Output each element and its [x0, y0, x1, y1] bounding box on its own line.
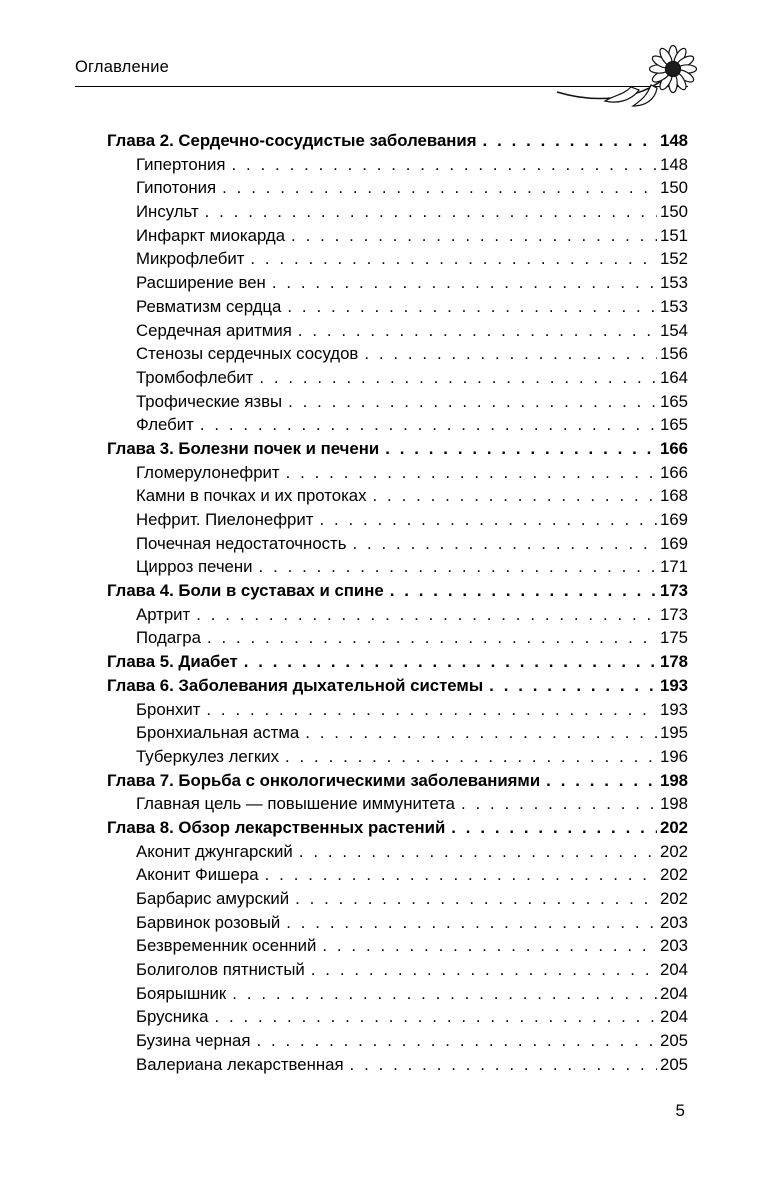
- toc-dot-leader: [259, 366, 657, 390]
- toc-entry: [75, 934, 688, 958]
- toc-entry: [75, 153, 688, 177]
- toc-entry-title: Брусника: [136, 1007, 209, 1027]
- toc-entry-title: Глава 8. Обзор лекарственных растений: [107, 817, 446, 837]
- toc-entry-page: 166: [660, 438, 688, 458]
- toc-entry-page: 202: [660, 889, 688, 908]
- toc-entry-page: 173: [660, 581, 688, 601]
- toc-entry-title: Флебит: [136, 415, 194, 435]
- toc-dot-leader: [311, 958, 657, 982]
- toc-entry: [75, 484, 688, 508]
- toc-dot-leader: [451, 816, 657, 840]
- toc-dot-leader: [256, 1029, 657, 1053]
- toc-entry-page: 178: [660, 652, 688, 672]
- toc-dot-leader: [287, 295, 657, 319]
- toc-entry-title: Туберкулез легких: [136, 746, 279, 766]
- toc-entry-page: 204: [660, 1007, 688, 1027]
- toc-entry-title: Безвременник осенний: [136, 936, 317, 956]
- toc-entry-title: Аконит джунгарский: [136, 841, 293, 861]
- toc-entry: [75, 319, 688, 343]
- toc-entry: [75, 555, 688, 579]
- toc-entry-title: Сердечная аритмия: [136, 320, 292, 340]
- toc-entry-page: 171: [660, 557, 688, 577]
- toc-dot-leader: [298, 319, 657, 343]
- toc-entry-page: 150: [660, 202, 688, 222]
- toc-entry-page: 169: [660, 533, 688, 553]
- toc-entry-title: Барвинок розовый: [136, 912, 281, 932]
- toc-entry-title: Глава 2. Сердечно-сосудистые заболевания: [107, 131, 477, 150]
- toc-dot-leader: [489, 674, 657, 698]
- toc-entry: [75, 958, 688, 982]
- toc-entry-title: Глава 5. Диабет: [107, 652, 238, 672]
- toc-dot-leader: [291, 224, 657, 248]
- toc-entry-page: 151: [660, 225, 688, 245]
- toc-entry-page: 153: [660, 296, 688, 316]
- toc-entry-page: 193: [660, 699, 688, 719]
- toc-entry: [75, 626, 688, 650]
- toc-dot-leader: [350, 1053, 657, 1077]
- toc-dot-leader: [196, 603, 657, 627]
- toc-entry: [75, 247, 688, 271]
- toc-entry-page: 196: [660, 746, 688, 766]
- toc-entry-title: Бузина черная: [136, 1031, 251, 1051]
- toc-entry: [75, 792, 688, 816]
- toc-entry-page: 156: [660, 344, 688, 364]
- toc-entry-page: 193: [660, 675, 688, 695]
- toc-dot-leader: [272, 271, 657, 295]
- toc-entry: [75, 176, 688, 200]
- toc-entry-page: 166: [660, 462, 688, 482]
- toc-dot-leader: [231, 153, 657, 177]
- toc-entry-title: Главная цель — повышение иммунитета: [136, 794, 455, 814]
- toc-entry-page: 152: [660, 249, 688, 269]
- toc-entry-title: Инфаркт миокарда: [136, 225, 286, 245]
- toc-entry-title: Болиголов пятнистый: [136, 960, 305, 980]
- toc-dot-leader: [461, 792, 657, 816]
- toc-entry-page: 203: [660, 936, 688, 956]
- toc-entry-title: Бронхиальная астма: [136, 723, 300, 743]
- toc-entry: [75, 674, 688, 698]
- toc-entry-title: Почечная недостаточность: [136, 533, 347, 553]
- toc-entry-page: 173: [660, 604, 688, 624]
- toc-entry-page: 169: [660, 510, 688, 529]
- toc-entry-page: 204: [660, 983, 688, 1003]
- toc-entry: [75, 437, 688, 461]
- toc-entry-title: Стенозы сердечных сосудов: [136, 344, 359, 364]
- toc-dot-leader: [299, 840, 657, 864]
- sunflower-decoration-icon: [555, 42, 715, 110]
- toc-entry: [75, 721, 688, 745]
- toc-entry-page: 175: [660, 628, 688, 648]
- toc-dot-leader: [259, 555, 657, 579]
- toc-entry: [75, 390, 688, 414]
- toc-dot-leader: [546, 769, 657, 793]
- toc-entry-title: Гипертония: [136, 154, 226, 174]
- toc-entry-page: 165: [660, 415, 688, 435]
- toc-entry: [75, 532, 688, 556]
- toc-entry: [75, 295, 688, 319]
- toc-entry-page: 205: [660, 1031, 688, 1051]
- toc-entry-title: Подагра: [136, 628, 201, 648]
- toc-entry-title: Микрофлебит: [136, 249, 245, 269]
- toc-entry-title: Глава 3. Болезни почек и печени: [107, 438, 380, 458]
- toc-dot-leader: [385, 437, 657, 461]
- toc-dot-leader: [232, 982, 657, 1006]
- toc-dot-leader: [483, 129, 657, 153]
- toc-entry-title: Нефрит. Пиелонефрит: [136, 510, 314, 529]
- footer-page-number: 5: [675, 1101, 685, 1120]
- toc-dot-leader: [286, 911, 657, 935]
- toc-entry-title: Трофические язвы: [136, 391, 283, 411]
- toc-entry-page: 148: [660, 131, 688, 150]
- page-title: Оглавление: [75, 58, 169, 76]
- toc-dot-leader: [206, 698, 657, 722]
- toc-dot-leader: [205, 200, 657, 224]
- toc-dot-leader: [288, 390, 657, 414]
- toc-dot-leader: [285, 745, 657, 769]
- toc-entry-title: Барбарис амурский: [136, 889, 290, 908]
- toc-entry-title: Инсульт: [136, 202, 199, 222]
- toc-entry-page: 165: [660, 391, 688, 411]
- toc-entry: [75, 769, 688, 793]
- toc-entry-page: 204: [660, 960, 688, 980]
- toc-entry: [75, 1005, 688, 1029]
- toc-entry-title: Гломерулонефрит: [136, 462, 280, 482]
- toc-entry: [75, 698, 688, 722]
- toc-entry-page: 203: [660, 912, 688, 932]
- toc-entry-page: 153: [660, 273, 688, 293]
- toc-entry-title: Глава 4. Боли в суставах и спине: [107, 581, 384, 601]
- toc-entry: [75, 271, 688, 295]
- toc-entry: [75, 342, 688, 366]
- toc-entry: [75, 579, 688, 603]
- toc-entry-title: Цирроз печени: [136, 557, 253, 577]
- toc-entry: [75, 1053, 688, 1077]
- toc-entry-title: Камни в почках и их протоках: [136, 486, 367, 506]
- toc-entry: [75, 887, 688, 911]
- toc-entry-title: Артрит: [136, 604, 191, 624]
- toc-entry-title: Боярышник: [136, 983, 227, 1003]
- toc-entry-page: 205: [660, 1054, 688, 1074]
- toc-dot-leader: [286, 461, 657, 485]
- toc-entry-page: 198: [660, 770, 688, 790]
- toc-entry: [75, 1029, 688, 1053]
- toc-dot-leader: [364, 342, 657, 366]
- toc-entry: [75, 840, 688, 864]
- toc-entry-title: Глава 6. Заболевания дыхательной системы: [107, 675, 484, 695]
- toc-entry: [75, 650, 688, 674]
- toc-dot-leader: [373, 484, 657, 508]
- toc-entry: [75, 413, 688, 437]
- toc-entry: [75, 461, 688, 485]
- toc-entry-page: 164: [660, 367, 688, 387]
- toc-entry-title: Гипотония: [136, 178, 217, 198]
- toc-entry-title: Ревматизм сердца: [136, 296, 282, 316]
- toc-entry: [75, 224, 688, 248]
- toc-entry-page: 150: [660, 178, 688, 198]
- toc-dot-leader: [319, 508, 657, 532]
- toc-entry: [75, 982, 688, 1006]
- toc-dot-leader: [305, 721, 657, 745]
- toc-entry: [75, 366, 688, 390]
- toc-entry-title: Бронхит: [136, 699, 201, 719]
- toc-dot-leader: [265, 863, 657, 887]
- toc-entry-title: Расширение вен: [136, 273, 266, 293]
- toc-dot-leader: [207, 626, 657, 650]
- toc-entry: [75, 745, 688, 769]
- toc-dot-leader: [222, 176, 657, 200]
- toc-dot-leader: [352, 532, 657, 556]
- toc-entry-title: Аконит Фишера: [136, 865, 259, 885]
- toc-entry: [75, 508, 688, 532]
- toc-entry-page: 195: [660, 723, 688, 743]
- toc-entry: [75, 863, 688, 887]
- toc-entry: [75, 816, 688, 840]
- toc-dot-leader: [295, 887, 657, 911]
- toc-entry: [75, 129, 688, 153]
- toc-dot-leader: [214, 1005, 657, 1029]
- toc-entry-page: 202: [660, 841, 688, 861]
- toc-entry-page: 198: [660, 794, 688, 814]
- toc-entry: [75, 603, 688, 627]
- toc-entry-title: Тромбофлебит: [136, 367, 254, 387]
- toc-entry-title: Глава 7. Борьба с онкологическими заболеваниями: [107, 770, 541, 790]
- toc-entry-page: 154: [660, 320, 688, 340]
- toc-dot-leader: [390, 579, 657, 603]
- toc-entry-page: 202: [660, 865, 688, 885]
- toc-dot-leader: [244, 650, 657, 674]
- toc-entry-page: 148: [660, 154, 688, 174]
- toc-entry: [75, 911, 688, 935]
- toc-entry-title: Валериана лекарственная: [136, 1054, 344, 1074]
- toc-entry: [75, 200, 688, 224]
- toc-entry-page: 168: [660, 486, 688, 506]
- toc-entry-page: 202: [660, 817, 688, 837]
- toc-dot-leader: [250, 247, 657, 271]
- toc-dot-leader: [322, 934, 657, 958]
- toc-dot-leader: [200, 413, 657, 437]
- toc-list: [75, 129, 688, 1077]
